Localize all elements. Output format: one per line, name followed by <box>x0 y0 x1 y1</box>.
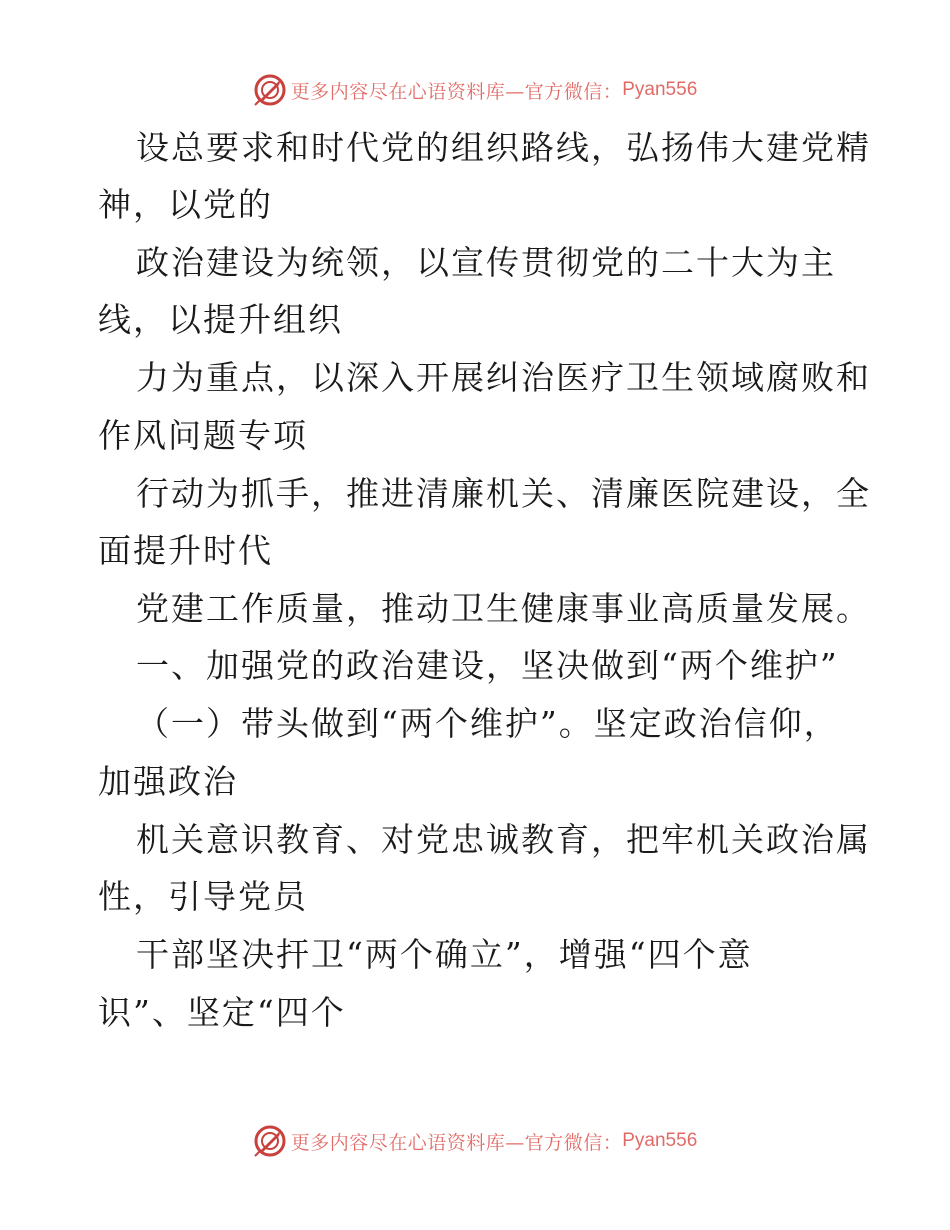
watermark-wechat-id: Pyan556 <box>622 1130 698 1151</box>
text-line: 党建工作质量，推动卫生健康事业高质量发展。 <box>136 589 871 628</box>
text-line: 作风问题专项 <box>98 416 308 455</box>
text-line: 性，引导党员 <box>98 877 308 916</box>
text-line: 设总要求和时代党的组织路线，弘扬伟大建党精 <box>136 128 871 167</box>
text-line: 面提升时代 <box>98 531 273 570</box>
header-watermark <box>0 70 950 110</box>
text-line: 政治建设为统领，以宣传贯彻党的二十大为主 <box>136 243 836 282</box>
text-line: 识”、坚定“四个 <box>98 993 346 1032</box>
text-line: 力为重点，以深入开展纠治医疗卫生领域腐败和 <box>136 358 871 397</box>
pen-logo-icon <box>253 73 287 107</box>
text-line: 机关意识教育、对党忠诚教育，把牢机关政治属 <box>136 820 871 859</box>
watermark-wechat-id: Pyan556 <box>622 79 698 100</box>
text-line: 加强政治 <box>98 762 238 801</box>
text-line: 行动为抓手，推进清廉机关、清廉医院建设，全 <box>136 474 871 513</box>
pen-logo-icon <box>253 1124 287 1158</box>
section-heading: 一、加强党的政治建设，坚决做到“两个维护” <box>136 646 839 685</box>
text-line: 神，以党的 <box>98 185 273 224</box>
text-line: 线，以提升组织 <box>98 300 343 339</box>
footer-watermark <box>0 1121 950 1161</box>
watermark-text: 更多内容尽在心语资料库—官方微信： <box>290 80 623 103</box>
watermark-text: 更多内容尽在心语资料库—官方微信： <box>290 1131 623 1154</box>
text-line: 干部坚决扞卫“两个确立”，增强“四个意 <box>136 935 753 974</box>
text-line: （一）带头做到“两个维护”。坚定政治信仰， <box>136 704 839 743</box>
